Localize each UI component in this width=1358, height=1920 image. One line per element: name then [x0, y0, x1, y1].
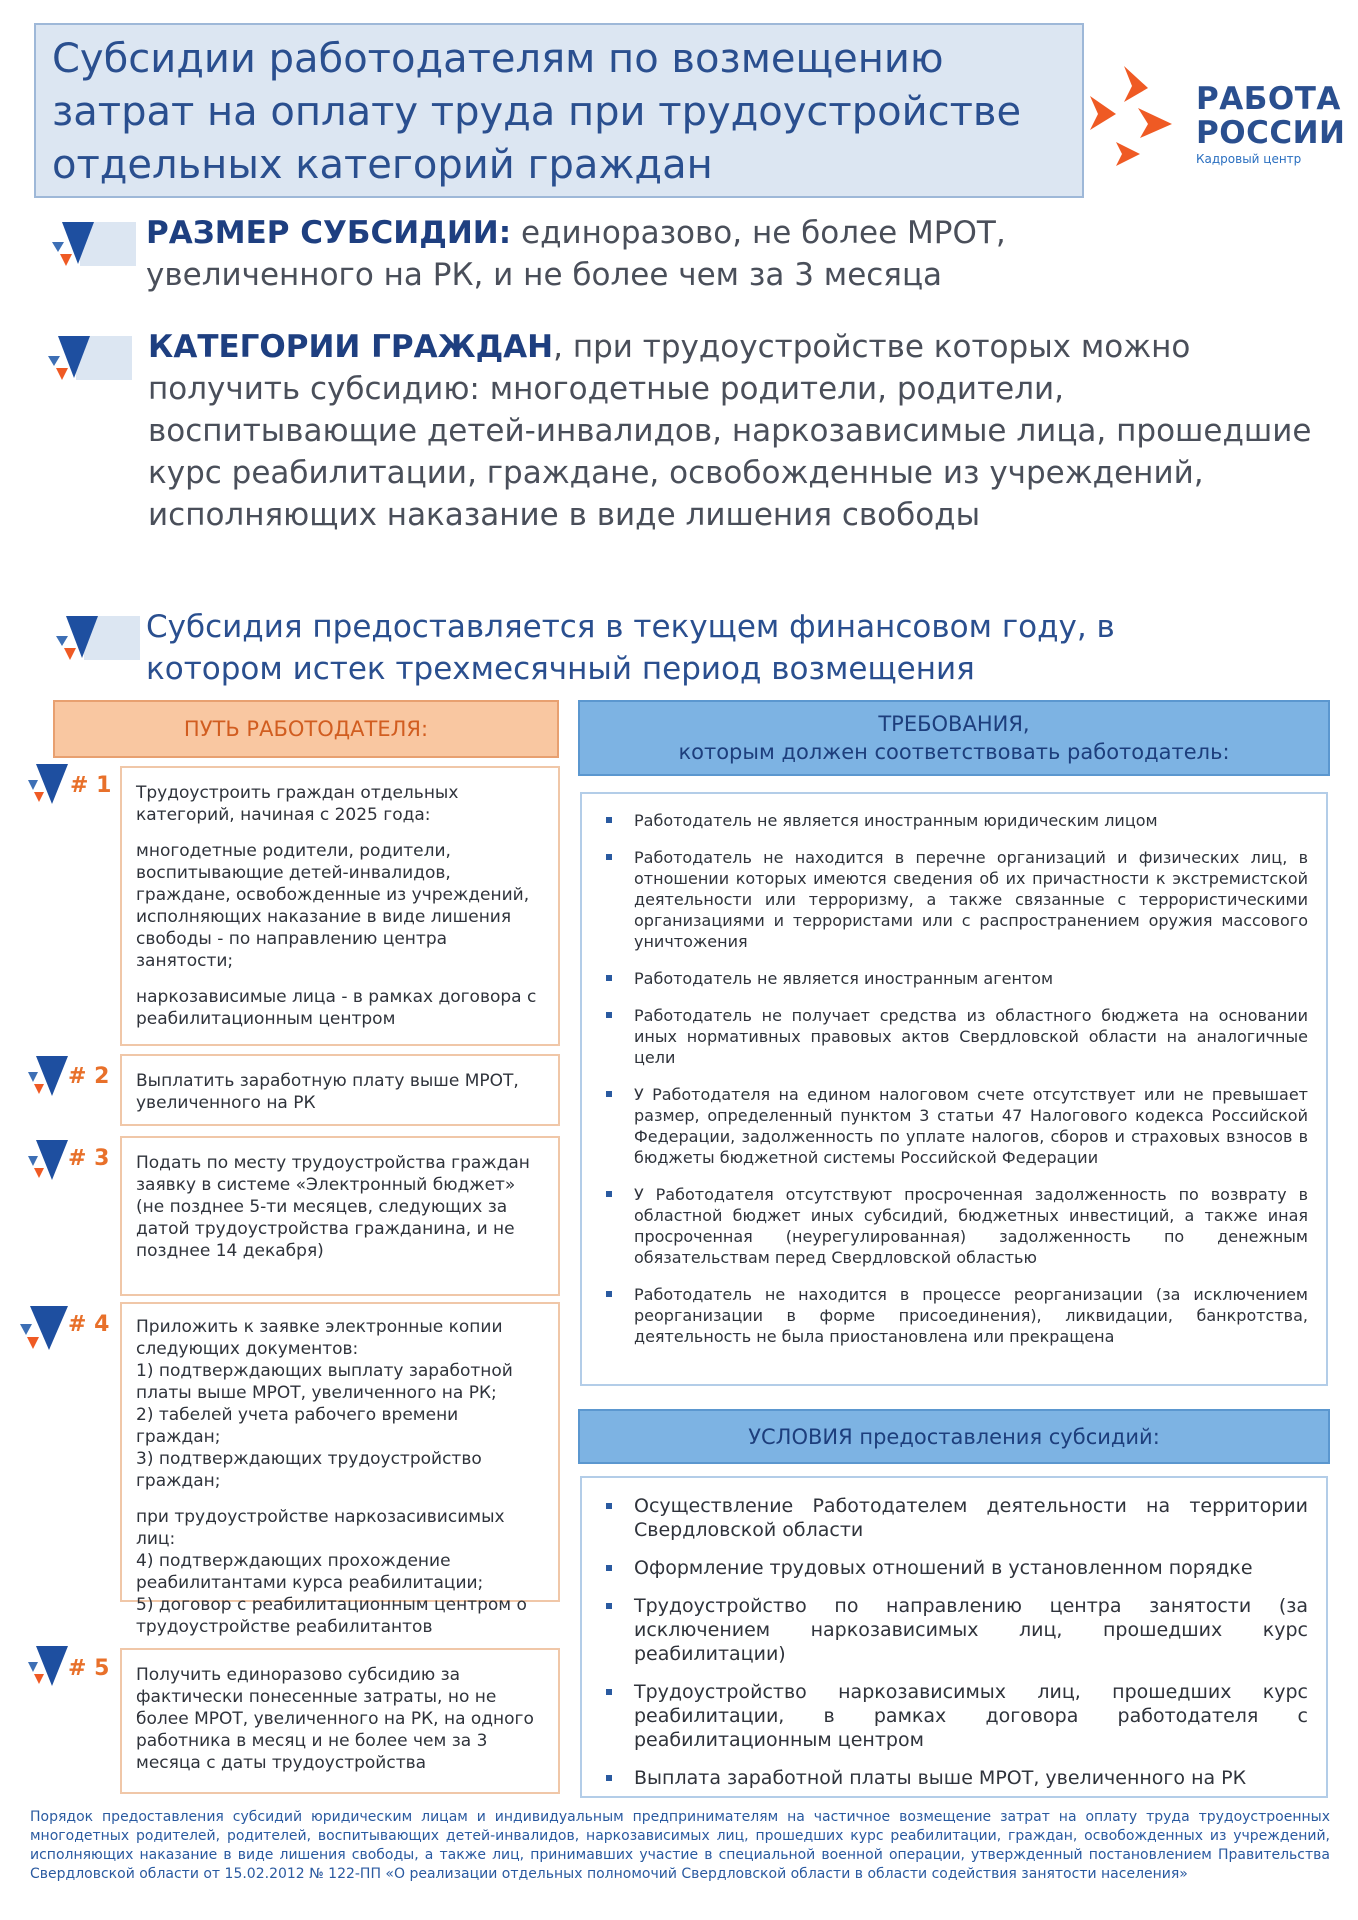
- requirement-item: Работодатель не является иностранным юридическим лицом: [604, 810, 1308, 831]
- condition-item: Осуществление Работодателем деятельности на территории Свердловской области: [604, 1494, 1308, 1542]
- footer-legal-note: Порядок предоставления субсидий юридическим лицам и индивидуальным предпринимателям на частичное возмещение затрат на оплату труда трудоустроенных многодетных родителей, родителей, воспитывающих детей-инвалидов, наркозависимых лиц, прошедших курс реабилитации, граждан, освобожденных из учреждений, исполняющих наказание в виде лишения свободы, а также лиц, принимавших участие в специальной военной операции, утвержденный постановлением Правительства Свердловской области от 15.02.2012 № 122-ПП «О реализации отдельных полномочий Свердловской области в области содействия занятости населения»: [30, 1809, 1330, 1882]
- conditions-heading: [578, 1409, 1330, 1464]
- step-4-text-1: Приложить к заявке электронные копии следующих документов: 1) подтверждающих выплату заработной платы выше МРОТ, увеличенного на РК; 2) табелей учета рабочего времени граждан; 3) подтверждающих трудоустройство граждан;: [136, 1317, 513, 1491]
- step-4-text-2: при трудоустройстве наркозасивисимых лиц: 4) подтверждающих прохождение реабилитантами курса реабилитации; 5) договор с реабилитационным центром о трудоустройстве реабилитантов: [136, 1507, 527, 1637]
- intro-categories: [148, 326, 1318, 536]
- requirements-list: [604, 810, 1308, 1347]
- triangle-bullet-icon: [26, 762, 76, 808]
- path-heading-text: ПУТЬ РАБОТОДАТЕЛЯ:: [183, 717, 429, 741]
- rabota-rossii-logo-icon: [1086, 58, 1186, 168]
- step-5-number: # 5: [68, 1656, 110, 1681]
- step-4-box: [120, 1302, 560, 1637]
- step-1-number: # 1: [70, 773, 112, 798]
- requirement-item: У Работодателя отсутствуют просроченная задолженность по возврату в областной бюджет иных субсидий, бюджетных инвестиций, а также иная просроченная (неурегулированная) задолженность по денежным обязательствам перед Свердловской областью: [604, 1184, 1308, 1268]
- step-1-text-3: наркозависимые лица - в рамках договора с реабилитационным центром: [136, 987, 537, 1029]
- page-title: Субсидии работодателям по возмещению затрат на оплату труда при трудоустройстве отдельных категорий граждан: [52, 36, 1022, 188]
- conditions-panel: [580, 1476, 1328, 1798]
- step-4-number: # 4: [68, 1312, 110, 1337]
- conditions-heading-text: УСЛОВИЯ предоставления субсидий:: [748, 1424, 1160, 1449]
- intro-period-text: Субсидия предоставляется в текущем финансовом году, в котором истек трехмесячный период возмещения: [146, 609, 1115, 687]
- requirements-panel: [580, 792, 1328, 1386]
- step-3-number: # 3: [68, 1146, 110, 1171]
- triangle-bullet-icon: [50, 220, 138, 272]
- conditions-list: [604, 1494, 1308, 1790]
- logo-subtitle: Кадровый центр: [1196, 152, 1302, 166]
- requirements-heading: [578, 700, 1330, 776]
- triangle-bullet-icon: [46, 334, 134, 386]
- logo-line-1: РАБОТА: [1196, 81, 1341, 117]
- step-1-text-1: Трудоустроить граждан отдельных категорий, начиная с 2025 года:: [136, 783, 459, 825]
- step-5-box: [120, 1648, 560, 1794]
- requirement-item: Работодатель не является иностранным агентом: [604, 968, 1308, 989]
- condition-item: Трудоустройство наркозависимых лиц, прошедших курс реабилитации, в рамках договора работодателя с реабилитационным центром: [604, 1680, 1308, 1752]
- intro-period: [146, 606, 1206, 690]
- requirement-item: Работодатель не находится в процессе реорганизации (за исключением реорганизации в форме присоединения), ликвидации, банкротства, деятельность не была приостановлена или прекращена: [604, 1284, 1308, 1347]
- requirements-heading-line-1: ТРЕБОВАНИЯ,: [878, 712, 1030, 736]
- title-box: [34, 23, 1084, 198]
- step-3-text-1: Подать по месту трудоустройства граждан заявку в системе «Электронный бюджет» (не позднее 5-ти месяцев, следующих за датой трудоустройства гражданина, и не позднее 14 декабря): [136, 1153, 530, 1261]
- intro-size: [146, 212, 1146, 296]
- step-5-text-1: Получить единоразово субсидию за фактически понесенные затраты, но не более МРОТ, увеличенного на РК, на одного работника в месяц и не более чем за 3 месяца с даты трудоустройства: [136, 1665, 534, 1773]
- condition-item: Выплата заработной платы выше МРОТ, увеличенного на РК: [604, 1766, 1308, 1790]
- step-2-number: # 2: [68, 1064, 110, 1089]
- requirements-heading-line-2: которым должен соответствовать работодатель:: [678, 740, 1230, 764]
- intro-size-text: единоразово, не более МРОТ, увеличенного на РК, и не более чем за 3 месяца: [146, 215, 1006, 293]
- step-2-text-1: Выплатить заработную плату выше МРОТ, увеличенного на РК: [136, 1071, 519, 1113]
- intro-categories-text: , при трудоустройстве которых можно получить субсидию: многодетные родители, родители, воспитывающие детей-инвалидов, наркозависимые лица, прошедшие курс реабилитации, граждане, освобожденные из учреждений, исполняющих наказание в виде лишения свободы: [148, 329, 1312, 533]
- condition-item: Трудоустройство по направлению центра занятости (за исключением наркозависимых лиц, прошедших курс реабилитации): [604, 1594, 1308, 1666]
- requirement-item: У Работодателя на едином налоговом счете отсутствует или не превышает размер, определенный пунктом 3 статьи 47 Налогового кодекса Российской Федерации, задолженность по уплате налогов, сборов и страховых взносов в бюджеты бюджетной системы Российской Федерации: [604, 1084, 1308, 1168]
- intro-size-label: РАЗМЕР СУБСИДИИ:: [146, 215, 512, 251]
- path-heading: [53, 700, 559, 758]
- triangle-bullet-icon: [54, 614, 142, 666]
- requirement-item: Работодатель не получает средства из областного бюджета на основании иных нормативных правовых актов Свердловской области на аналогичные цели: [604, 1005, 1308, 1068]
- step-2-box: [120, 1054, 560, 1126]
- step-3-box: [120, 1136, 560, 1296]
- requirement-item: Работодатель не находится в перечне организаций и физических лиц, в отношении которых имеются сведения об их причастности к экстремистской деятельности или терроризму, а также связанные с террористическими организациями и террористами или с распространением оружия массового уничтожения: [604, 847, 1308, 952]
- logo-text: [1196, 82, 1345, 166]
- rabota-rossii-logo: [1086, 58, 1346, 168]
- condition-item: Оформление трудовых отношений в установленном порядке: [604, 1556, 1308, 1580]
- logo-line-2: РОССИИ: [1196, 115, 1346, 151]
- step-1-box: [120, 766, 560, 1046]
- intro-categories-label: КАТЕГОРИИ ГРАЖДАН: [148, 329, 554, 365]
- step-1-text-2: многодетные родители, родители, воспитывающие детей-инвалидов, граждане, освобожденные из учреждений, исполняющих наказание в виде лишения свободы - по направлению центра занятости;: [136, 841, 530, 971]
